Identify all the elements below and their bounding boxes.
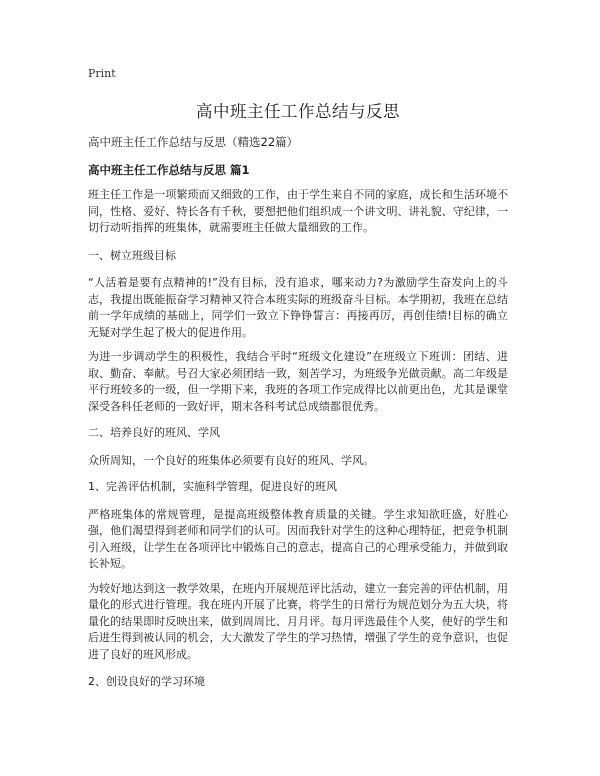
heading-class-spirit: 二、培养良好的班风、学风 [88, 426, 220, 439]
heading-evaluation-mechanism: 1、完善评估机制，实施科学管理，促进良好的班风 [88, 480, 337, 493]
document-title: 高中班主任工作总结与反思 [196, 102, 400, 121]
print-link[interactable]: Print [88, 67, 116, 80]
paragraph-common-knowledge: 众所周知，一个良好的班集体必须要有良好的班风、学风。 [88, 453, 374, 467]
paragraph-motivation: 为进一步调动学生的积极性，我结合平时“班级文化建设”在班级立下班训：团结、进取、勤奋、奉献。号召大家必须团结一致，刻苦学习，为班级争光做贡献。高二年级是平行班较多的一级，但一学期下来，我班的各项工作完成得比以前更出色，尤其是课堂深受各科任老师的一致好评，期末各科考试总成绩都很优秀。 [88, 350, 508, 413]
paragraph-intro: 班主任工作是一项繁琐而又细致的工作，由于学生来自不同的家庭，成长和生活环境不同，性格、爱好、特长各有千秋，要想把他们组织成一个讲文明、讲礼貌、守纪律，一切行动听指挥的班集体，就需要班主任做大量细致的工作。 [88, 188, 508, 234]
document-subtitle: 高中班主任工作总结与反思（精选22篇） [88, 135, 299, 149]
heading-learning-environment: 2、创设良好的学习环境 [88, 675, 205, 688]
paragraph-evaluation-activities: 为较好地达到这一教学效果，在班内开展规范评比活动，建立一套完善的评估机制，用量化的形式进行管理。我在班内开展了比赛，将学生的日常行为规范划分为五大块，将量化的结果即时反映出来，做到周周比、月月评。每月评选最佳个人奖，使好的学生和后进生得到被认同的机会，大大激发了学生的学习热情，增强了学生的竞争意识，也促进了良好的班风形成。 [88, 581, 508, 661]
paragraph-goals: “人活着是要有点精神的!”没有目标，没有追求，哪来动力?为激励学生奋发向上的斗志，我提出既能振奋学习精神又符合本班实际的班级奋斗目标。本学期初，我班在总结前一学年成绩的基础上，同学们一致立下铮铮誓言：再接再厉，再创佳绩!目标的确立无疑对学生起了极大的促进作用。 [88, 276, 508, 339]
section-title: 高中班主任工作总结与反思 篇1 [88, 163, 250, 177]
heading-set-goals: 一、树立班级目标 [88, 248, 176, 262]
paragraph-routine-management: 严格班集体的常规管理，是提高班级整体教育质量的关键。学生求知欲旺盛，好胜心强，他们渴望得到老师和同学们的认可。因而我针对学生的这种心理特征，把竞争机制引入班级，让学生在各项评比中锻炼自己的意志，提高自己的心理承受能力，并做到取长补短。 [88, 507, 508, 570]
